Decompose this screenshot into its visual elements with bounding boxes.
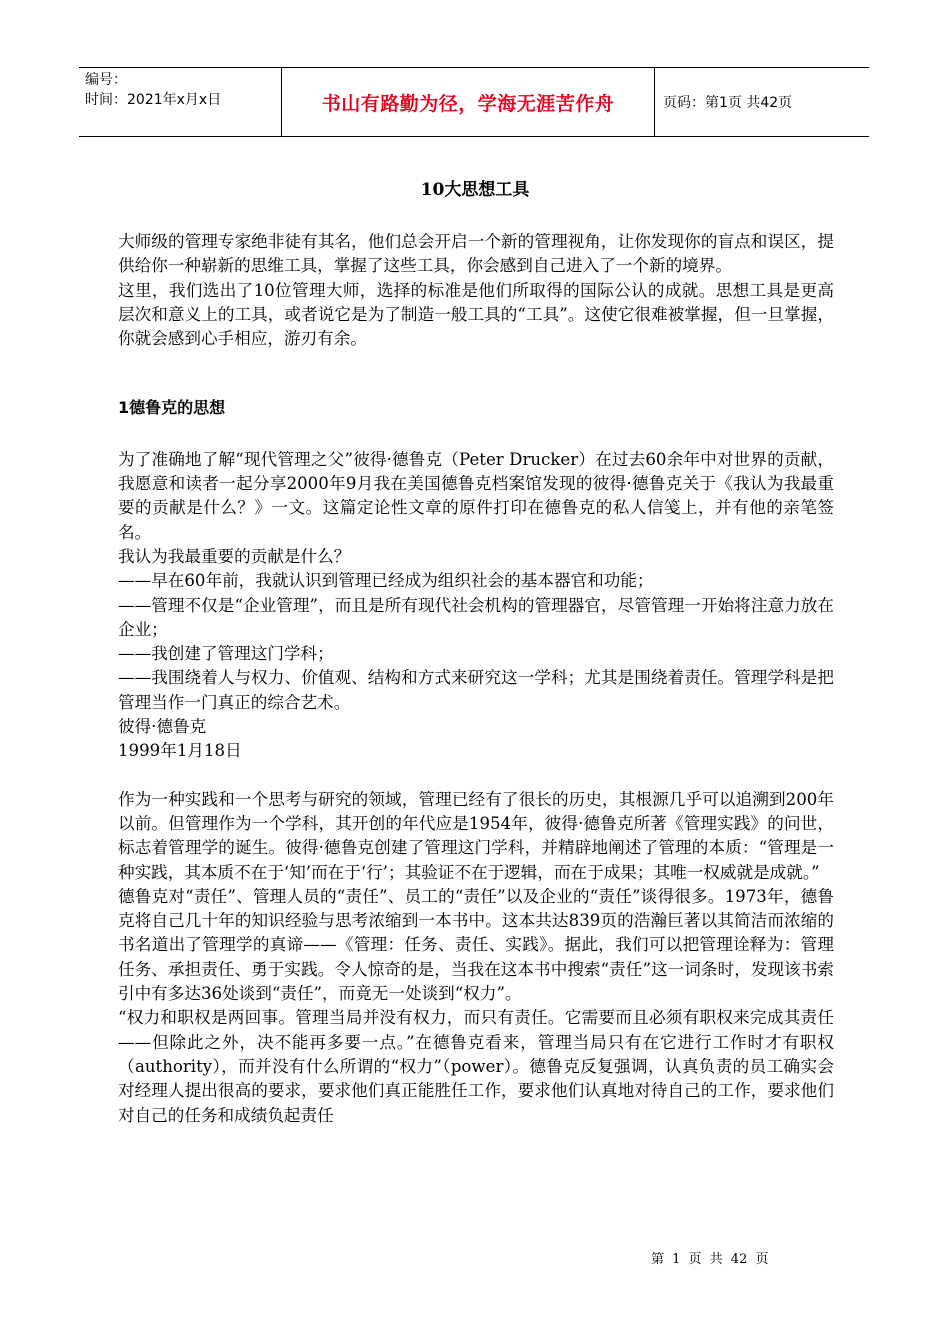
- intro-paragraph: 这里，我们选出了10位管理大师，选择的标准是他们所取得的国际公认的成就。思想工具是更高层次和意义上的工具，或者说它是为了制造一般工具的“工具”。这使它很难被掌握，但一旦掌握，你就会感到心手相应，游刃有余。: [118, 280, 834, 349]
- intro-paragraph: 大师级的管理专家绝非徒有其名，他们总会开启一个新的管理视角，让你发现你的盲点和误区，提供给你一种崭新的思维工具，掌握了这些工具，你会感到自己进入了一个新的境界。: [118, 232, 834, 276]
- section-heading: 1德鲁克的思想: [118, 398, 226, 418]
- section-paragraph: ——管理不仅是“企业管理”，而且是所有现代社会机构的管理器官，尽管管理一开始将注意力放在企业；: [118, 595, 834, 639]
- section-paragraph: ——早在60年前，我就认识到管理已经成为组织社会的基本器官和功能；: [118, 571, 654, 591]
- section-paragraph: 为了准确地了解“现代管理之父”彼得·德鲁克（Peter Drucker）在过去60余年中对世界的贡献，我愿意和读者一起分享2000年9月我在美国德鲁克档案馆发现的彼得·德鲁克关于《我认为我最重要的贡献是什么？》一文。这篇定论性文章的原件打印在德鲁克的私人信笺上，并有他的亲笔签名。: [118, 449, 834, 542]
- document-number: 编号：: [85, 72, 127, 88]
- document-time: 时间：2021年x月x日: [85, 92, 222, 108]
- section-paragraph: 我认为我最重要的贡献是什么？: [118, 546, 351, 566]
- document-body: [118, 230, 834, 1128]
- page-footer: 第 1 页 共 42 页: [651, 1252, 769, 1267]
- analysis-paragraph: “权力和职权是两回事。管理当局并没有权力，而只有责任。它需要而且必须有职权来完成其责任——但除此之外，决不能再多要一点。”在德鲁克看来，管理当局只有在它进行工作时才有职权（authority），而并没有什么所谓的“权力”（power）。德鲁克反复强调，认真负责的员工确实会对经理人提出很高的要求，要求他们真正能胜任工作，要求他们认真地对待自己的工作，要求他们对自己的任务和成绩负起责任: [118, 1008, 834, 1125]
- analysis-paragraph: 作为一种实践和一个思考与研究的领域，管理已经有了很长的历史，其根源几乎可以追溯到200年以前。但管理作为一个学科，其开创的年代应是1954年，彼得·德鲁克所著《管理实践》的问世，标志着管理学的诞生。彼得·德鲁克创建了管理这门学科，并精辟地阐述了管理的本质：“管理是一种实践，其本质不在于‘知’而在于‘行’；其验证不在于逻辑，而在于成果；其唯一权威就是成就。”: [118, 789, 834, 882]
- header-meta: [79, 68, 282, 136]
- document-title: 10大思想工具: [420, 180, 530, 200]
- header-table: [79, 67, 869, 137]
- signature-date: 1999年1月18日: [118, 741, 242, 761]
- analysis-paragraph: 德鲁克对“责任”、管理人员的“责任”、员工的“责任”以及企业的“责任”谈得很多。1973年，德鲁克将自己几十年的知识经验与思考浓缩到一本书中。这本共达839页的浩瀚巨著以其简洁而浓缩的书名道出了管理学的真谛——《管理：任务、责任、实践》。据此，我们可以把管理诠释为：管理任务、承担责任、勇于实践。令人惊奇的是，当我在这本书中搜索“责任”这一词条时，发现该书索引中有多达36处谈到“责任”，而竟无一处谈到“权力”。: [118, 886, 834, 1004]
- section-paragraph: ——我创建了管理这门学科；: [118, 644, 334, 664]
- header-slogan: 书山有路勤为径，学海无涯苦作舟: [321, 92, 615, 115]
- signature-name: 彼得·德鲁克: [118, 717, 207, 737]
- header-page-info: 页码：第1页 共42页: [663, 95, 793, 111]
- header-slogan-cell: [282, 68, 655, 136]
- section-paragraph: ——我围绕着人与权力、价值观、结构和方式来研究这一学科；尤其是围绕着责任。管理学科是把管理当作一门真正的综合艺术。: [118, 668, 834, 712]
